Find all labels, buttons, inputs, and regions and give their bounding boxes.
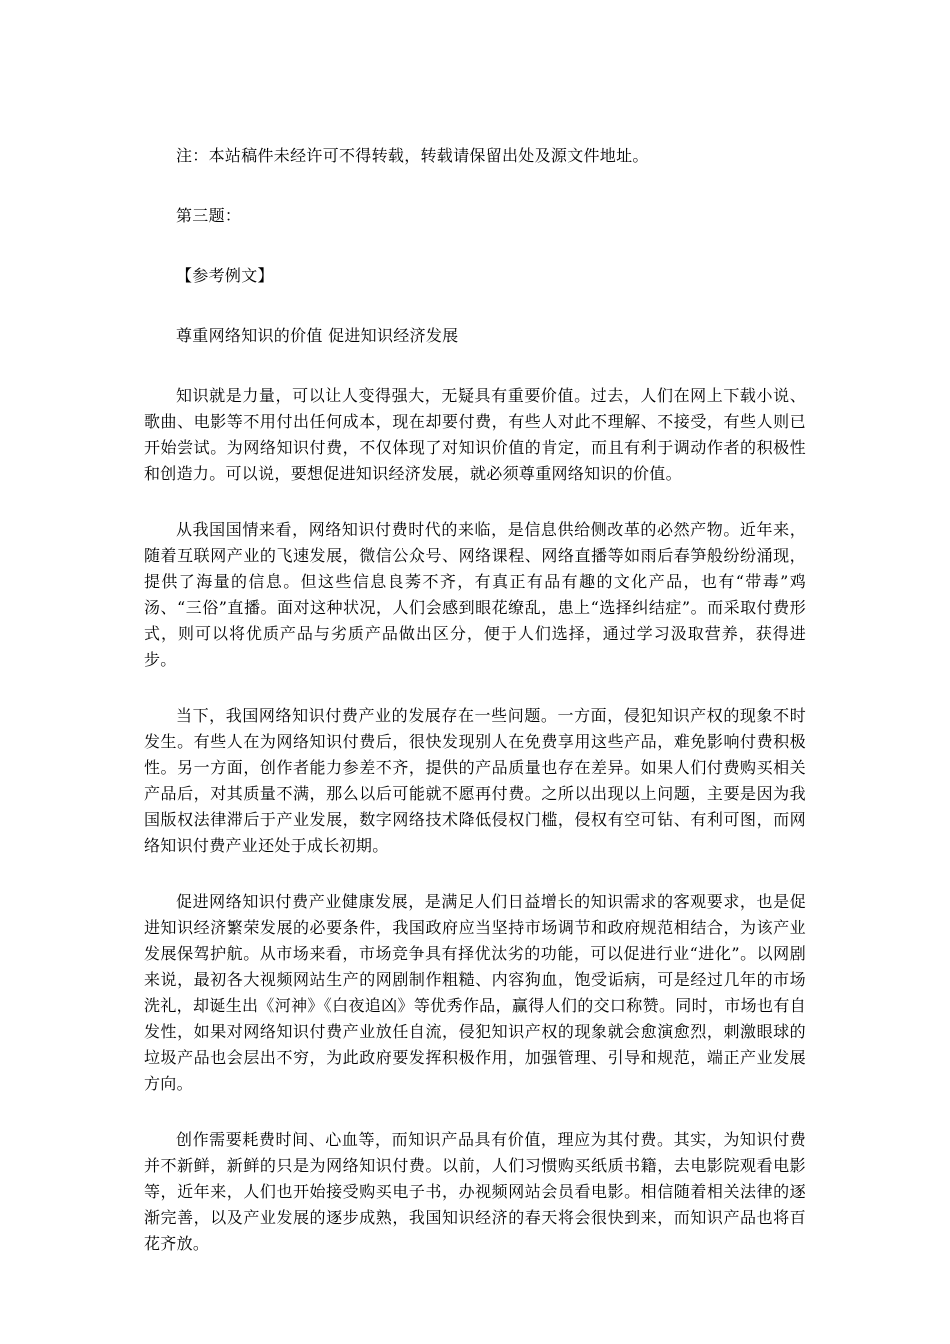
essay-paragraph-2: 从我国国情来看，网络知识付费时代的来临，是信息供给侧改革的必然产物。近年来，随着互联网产业的飞速发展，微信公众号、网络课程、网络直播等如雨后春笋般纷纷涌现，提供了海量的信息。但这些信息良莠不齐，有真正有品有趣的文化产品，也有“带毒”鸡汤、“三俗”直播。面对这种状况，人们会感到眼花缭乱，患上“选择纠结症”。而采取付费形式，则可以将优质产品与劣质产品做出区分，便于人们选择，通过学习汲取营养，获得进步。 [144, 520, 806, 669]
document-page [144, 143, 806, 1287]
question-label: 第三题： [176, 206, 242, 225]
reference-label: 【参考例文】 [176, 266, 274, 285]
essay-paragraph-1: 知识就是力量，可以让人变得强大，无疑具有重要价值。过去，人们在网上下载小说、歌曲、电影等不用付出任何成本，现在却要付费，有些人对此不理解、不接受，有些人则已开始尝试。为网络知识付费，不仅体现了对知识价值的肯定，而且有利于调动作者的积极性和创造力。可以说，要想促进知识经济发展，就必须尊重网络知识的价值。 [144, 386, 806, 483]
essay-paragraph-4: 促进网络知识付费产业健康发展，是满足人们日益增长的知识需求的客观要求，也是促进知识经济繁荣发展的必要条件，我国政府应当坚持市场调节和政府规范相结合，为该产业发展保驾护航。从市场来看，市场竞争具有择优汰劣的功能，可以促进行业“进化”。以网剧来说，最初各大视频网站生产的网剧制作粗糙、内容狗血，饱受诟病，可是经过几年的市场洗礼，却诞生出《河神》《白夜追凶》等优秀作品，赢得人们的交口称赞。同时，市场也有自发性，如果对网络知识付费产业放任自流，侵犯知识产权的现象就会愈演愈烈，刺激眼球的垃圾产品也会层出不穷，为此政府要发挥积极作用，加强管理、引导和规范，端正产业发展方向。 [144, 892, 806, 1093]
essay-title: 尊重网络知识的价值 促进知识经济发展 [176, 326, 459, 345]
copyright-note: 注：本站稿件未经许可不得转载，转载请保留出处及源文件地址。 [176, 146, 649, 165]
essay-paragraph-5: 创作需要耗费时间、心血等，而知识产品具有价值，理应为其付费。其实，为知识付费并不新鲜，新鲜的只是为网络知识付费。以前，人们习惯购买纸质书籍，去电影院观看电影等，近年来，人们也开始接受购买电子书，办视频网站会员看电影。相信随着相关法律的逐渐完善，以及产业发展的逐步成熟，我国知识经济的春天将会很快到来，而知识产品也将百花齐放。 [144, 1130, 806, 1253]
essay-paragraph-3: 当下，我国网络知识付费产业的发展存在一些问题。一方面，侵犯知识产权的现象不时发生。有些人在为网络知识付费后，很快发现别人在免费享用这些产品，难免影响付费积极性。另一方面，创作者能力参差不齐，提供的产品质量也存在差异。如果人们付费购买相关产品后，对其质量不满，那么以后可能就不愿再付费。之所以出现以上问题，主要是因为我国版权法律滞后于产业发展，数字网络技术降低侵权门槛，侵权有空可钻、有利可图，而网络知识付费产业还处于成长初期。 [144, 706, 806, 855]
